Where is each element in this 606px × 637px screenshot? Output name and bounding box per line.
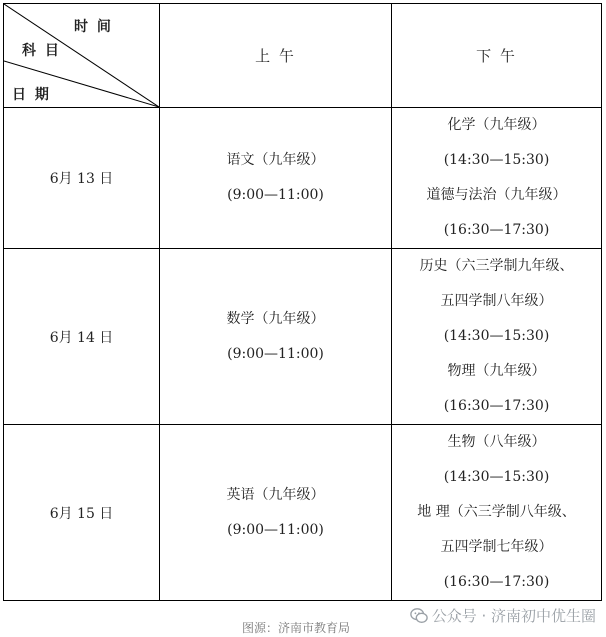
header-afternoon: 下 午 bbox=[392, 4, 602, 108]
date-cell: 6月 14 日 bbox=[4, 249, 160, 425]
watermark-text: 公众号 · 济南初中优生圈 bbox=[431, 607, 596, 625]
header-date-label: 日 期 bbox=[12, 87, 51, 103]
morning-cell: 数学（九年级） (9:00—11:00) bbox=[160, 249, 392, 425]
afternoon-cell: 生物（八年级） (14:30—15:30) 地 理（六三学制八年级、 五四学制七年级） (16:30—17:30) bbox=[392, 425, 602, 601]
table-row bbox=[4, 249, 602, 425]
date-cell: 6月 15 日 bbox=[4, 425, 160, 601]
header-subject-label: 科 目 bbox=[22, 43, 61, 59]
footer bbox=[0, 607, 606, 637]
diagonal-header-cell bbox=[4, 4, 160, 108]
wechat-icon bbox=[410, 607, 428, 625]
table-row bbox=[4, 425, 602, 601]
morning-cell: 英语（九年级） (9:00—11:00) bbox=[160, 425, 392, 601]
exam-schedule-table bbox=[3, 3, 602, 601]
afternoon-cell: 历史（六三学制九年级、 五四学制八年级） (14:30—15:30) 物理（九年级） (16:30—17:30) bbox=[392, 249, 602, 425]
morning-cell: 语文（九年级） (9:00—11:00) bbox=[160, 108, 392, 249]
header-row bbox=[4, 4, 602, 108]
watermark bbox=[410, 605, 596, 626]
header-morning: 上 午 bbox=[160, 4, 392, 108]
afternoon-cell: 化学（九年级） (14:30—15:30) 道德与法治（九年级） (16:30—17:30) bbox=[392, 108, 602, 249]
image-source-caption: 图源：济南市教育局 bbox=[242, 621, 351, 635]
header-time-label: 时 间 bbox=[74, 19, 113, 35]
table-row bbox=[4, 108, 602, 249]
date-cell: 6月 13 日 bbox=[4, 108, 160, 249]
